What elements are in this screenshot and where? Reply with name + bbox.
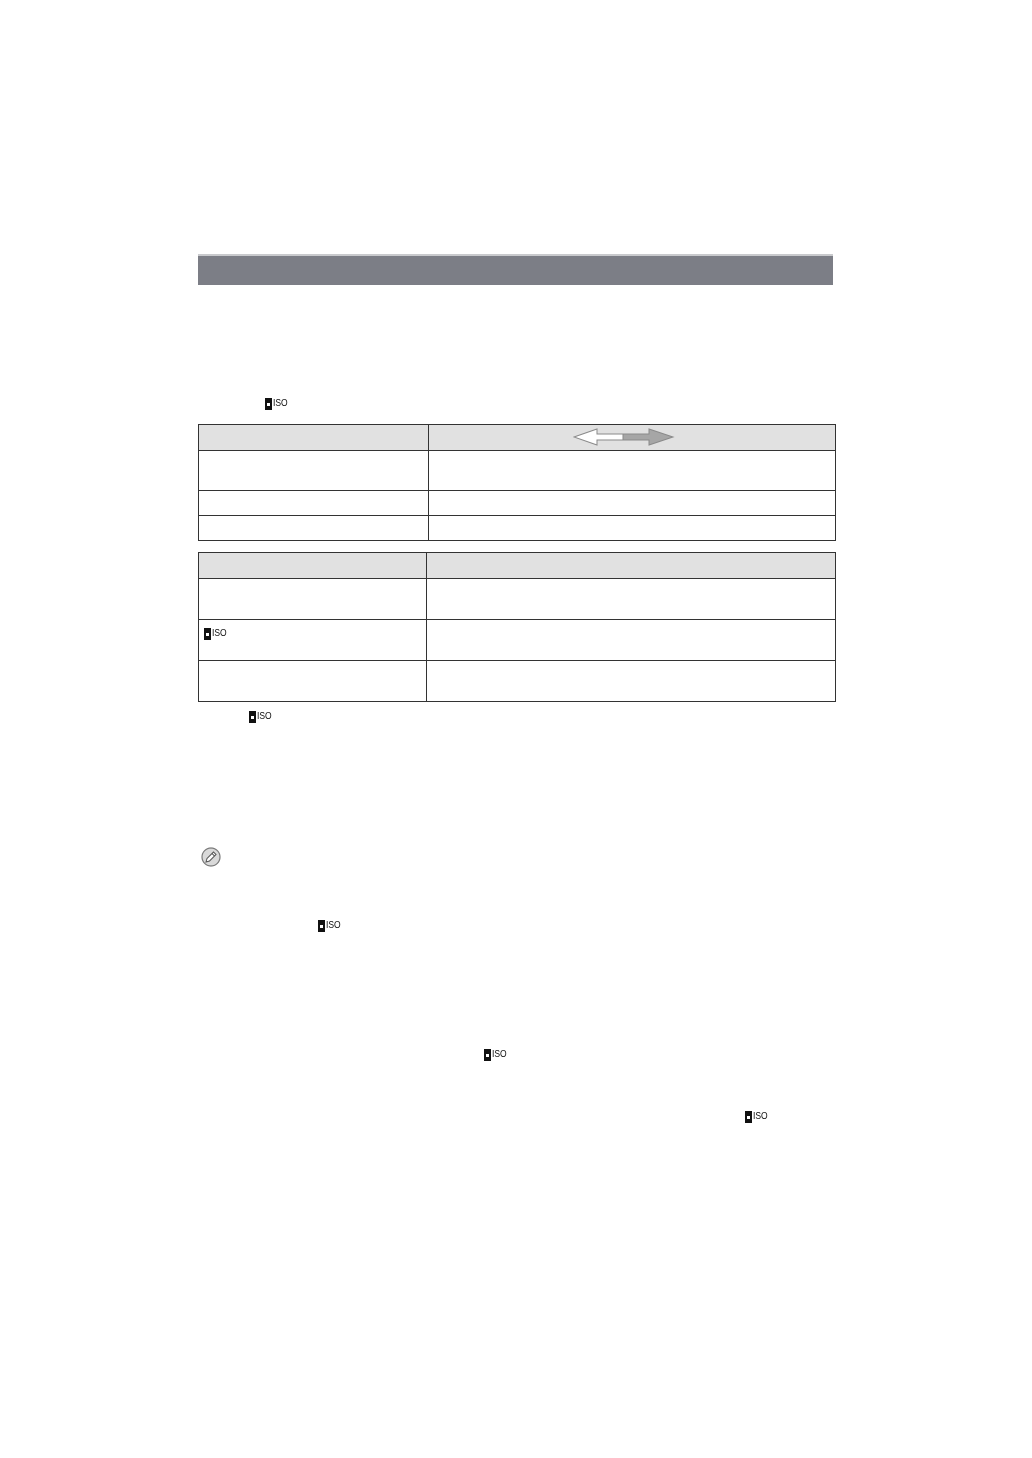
setting-table-1 bbox=[198, 424, 836, 541]
table-cell bbox=[429, 425, 836, 451]
table-row bbox=[199, 491, 836, 516]
table-row bbox=[199, 451, 836, 491]
table-cell bbox=[427, 579, 836, 620]
table-cell bbox=[427, 620, 836, 661]
table-cell bbox=[429, 516, 836, 541]
setting-table-2 bbox=[198, 552, 836, 702]
table-cell bbox=[429, 451, 836, 491]
table-cell bbox=[199, 491, 429, 516]
section-header-bar bbox=[198, 254, 833, 285]
table-cell bbox=[429, 491, 836, 516]
table-cell bbox=[199, 516, 429, 541]
table-cell bbox=[199, 579, 427, 620]
table-cell bbox=[427, 553, 836, 579]
table-header-row bbox=[199, 425, 836, 451]
double-arrow-icon bbox=[573, 428, 675, 446]
table-row bbox=[199, 620, 836, 661]
table-cell bbox=[427, 661, 836, 702]
table-cell: ISO bbox=[199, 620, 427, 661]
table-cell bbox=[199, 553, 427, 579]
table-row bbox=[199, 579, 836, 620]
pencil-note-icon bbox=[201, 847, 221, 867]
table-row bbox=[199, 661, 836, 702]
table-cell bbox=[199, 425, 429, 451]
table-cell bbox=[199, 451, 429, 491]
table-row bbox=[199, 516, 836, 541]
table-header-row bbox=[199, 553, 836, 579]
table-cell bbox=[199, 661, 427, 702]
